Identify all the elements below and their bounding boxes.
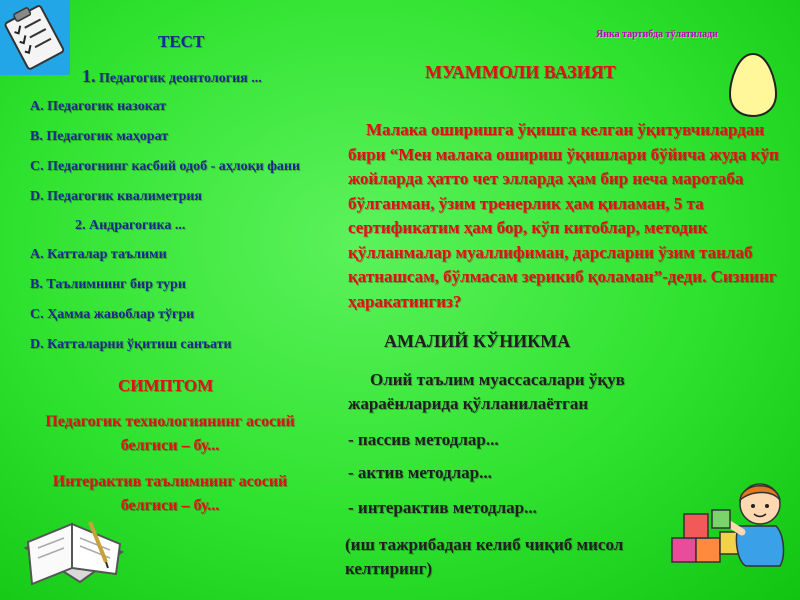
practice-item-passive: - пассив методлар...: [348, 430, 499, 449]
test-question-2: 2. Андрагогика ...: [75, 218, 186, 233]
q2-option-a: A. Катталар таълими: [30, 247, 167, 262]
q1-option-d: D. Педагогик квалиметрия: [30, 189, 203, 204]
q2-option-c: C. Ҳамма жавоблар тўғри: [30, 307, 195, 322]
q1-option-a: A. Педагогик назокат: [30, 99, 167, 114]
test-question-1-number: 1.: [82, 66, 96, 86]
top-right-note: Янка тартибда тўлатилади: [596, 29, 718, 40]
test-title: ТЕСТ: [158, 32, 205, 51]
symptom-title: СИМПТОМ: [118, 376, 214, 395]
q1-option-c: C. Педагогнинг касбий одоб - аҳлоқи фани: [30, 159, 301, 174]
clipboard-checklist-icon: [0, 0, 70, 75]
practice-intro: Олий таълим муассасалари ўқув жараёнларида қўлланилаётган: [348, 370, 625, 413]
problem-title: МУАММОЛИ ВАЗИЯТ: [425, 62, 616, 82]
practice-item-interactive: - интерактив методлар...: [348, 498, 537, 517]
q2-option-d: D. Катталарни ўқитиш санъати: [30, 337, 232, 352]
q2-option-b: B. Таълимнинг бир тури: [30, 277, 186, 292]
test-question-1-text: Педагогик деонтология ...: [99, 71, 262, 86]
practice-item-active: - актив методлар...: [348, 463, 492, 482]
q1-option-b: B. Педагогик маҳорат: [30, 129, 169, 144]
practice-note: (иш тажрибадан келиб чиқиб мисол келтиринг): [345, 535, 624, 578]
practice-title: АМАЛИЙ КЎНИКМА: [384, 331, 571, 351]
problem-text: Малака оширишга ўқишга келган ўқитувчилардан бири “Мен малака ошириш ўқишлари бўйича жуда кўп жойларда ҳатто чет элларда ҳам бир неча маротаба бўлганман, ўзим тренерлик ҳам қиламан, 5 та сертификатим ҳам бор, кўп китоблар, методик қўлланмалар муаллифиман, дарсларни ўзим танлаб қатнашсам, бўлмасам зерикиб қоламан”-деди. Сизнинг ҳаракатингиз?: [348, 120, 779, 311]
symptom-question-1: Педагогик технологиянинг асосий белгиси – бу...: [45, 413, 295, 454]
test-question-1: [82, 66, 262, 87]
child-with-blocks-icon: [668, 472, 796, 572]
egg-icon: [728, 52, 778, 118]
symptom-question-2: Интерактив таълимнинг асосий белгиси – бу...: [52, 473, 288, 514]
